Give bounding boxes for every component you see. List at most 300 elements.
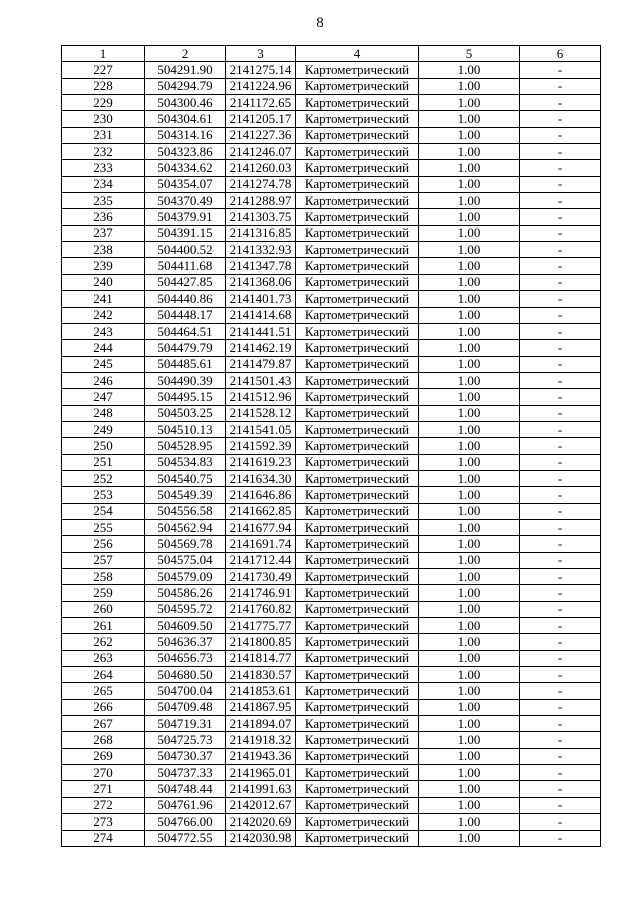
table-cell: 2141512.96 xyxy=(226,389,296,405)
table-cell: 504427.85 xyxy=(145,274,226,290)
table-cell: 1.00 xyxy=(419,209,520,225)
table-cell: 272 xyxy=(62,797,145,813)
column-header: 1 xyxy=(62,46,145,62)
table-row xyxy=(62,225,601,241)
table-row xyxy=(62,585,601,601)
table-row xyxy=(62,209,601,225)
table-cell: 264 xyxy=(62,667,145,683)
table-row xyxy=(62,716,601,732)
table-cell: Картометрический xyxy=(296,487,419,503)
table-cell: Картометрический xyxy=(296,95,419,111)
table-cell: 2142020.69 xyxy=(226,814,296,830)
table-cell: 1.00 xyxy=(419,683,520,699)
table-cell: 1.00 xyxy=(419,781,520,797)
table-cell: - xyxy=(520,356,601,372)
table-cell: 2141224.96 xyxy=(226,78,296,94)
table-cell: 504354.07 xyxy=(145,176,226,192)
table-cell: 261 xyxy=(62,618,145,634)
table-cell: Картометрический xyxy=(296,389,419,405)
table-header xyxy=(62,46,601,62)
table-row xyxy=(62,667,601,683)
table-row xyxy=(62,193,601,209)
table-cell: - xyxy=(520,323,601,339)
column-header: 4 xyxy=(296,46,419,62)
table-cell: Картометрический xyxy=(296,193,419,209)
table-cell: 1.00 xyxy=(419,127,520,143)
table-cell: 274 xyxy=(62,830,145,846)
table-cell: - xyxy=(520,291,601,307)
table-cell: 1.00 xyxy=(419,389,520,405)
table-cell: 1.00 xyxy=(419,765,520,781)
table-cell: 504464.51 xyxy=(145,323,226,339)
table-cell: - xyxy=(520,650,601,666)
table-cell: 249 xyxy=(62,421,145,437)
table-cell: 2141227.36 xyxy=(226,127,296,143)
table-cell: 256 xyxy=(62,536,145,552)
table-cell: 504609.50 xyxy=(145,618,226,634)
table-cell: 504391.15 xyxy=(145,225,226,241)
table-cell: 2141746.91 xyxy=(226,585,296,601)
table-row xyxy=(62,618,601,634)
table-cell: 504725.73 xyxy=(145,732,226,748)
table-row xyxy=(62,536,601,552)
table-cell: Картометрический xyxy=(296,176,419,192)
table-cell: 1.00 xyxy=(419,699,520,715)
table-cell: 2141205.17 xyxy=(226,111,296,127)
table-cell: 243 xyxy=(62,323,145,339)
table-cell: Картометрический xyxy=(296,438,419,454)
table-cell: - xyxy=(520,667,601,683)
table-cell: 273 xyxy=(62,814,145,830)
table-row xyxy=(62,127,601,143)
table-cell: 244 xyxy=(62,340,145,356)
page-number: 8 xyxy=(316,15,324,31)
table-cell: - xyxy=(520,421,601,437)
column-header: 2 xyxy=(145,46,226,62)
table-cell: Картометрический xyxy=(296,618,419,634)
table-row xyxy=(62,683,601,699)
table-cell: 2141991.63 xyxy=(226,781,296,797)
table-cell: 1.00 xyxy=(419,405,520,421)
table-cell: 2142030.98 xyxy=(226,830,296,846)
table-cell: 2141347.78 xyxy=(226,258,296,274)
table-cell: 1.00 xyxy=(419,78,520,94)
table-cell: 2141368.06 xyxy=(226,274,296,290)
table-cell: 2141619.23 xyxy=(226,454,296,470)
table-cell: 1.00 xyxy=(419,601,520,617)
table-cell: 2141918.32 xyxy=(226,732,296,748)
table-cell: 504490.39 xyxy=(145,372,226,388)
table-row xyxy=(62,487,601,503)
table-cell: 2141274.78 xyxy=(226,176,296,192)
table-cell: Картометрический xyxy=(296,830,419,846)
table-cell: 504766.00 xyxy=(145,814,226,830)
table-cell: 504772.55 xyxy=(145,830,226,846)
table-cell: - xyxy=(520,470,601,486)
table-cell: 504314.16 xyxy=(145,127,226,143)
table-cell: 504569.78 xyxy=(145,536,226,552)
table-cell: 504579.09 xyxy=(145,569,226,585)
table-cell: Картометрический xyxy=(296,62,419,78)
table-cell: 234 xyxy=(62,176,145,192)
table-cell: 1.00 xyxy=(419,242,520,258)
table-cell: 2141462.19 xyxy=(226,340,296,356)
table-cell: 229 xyxy=(62,95,145,111)
table-cell: 504334.62 xyxy=(145,160,226,176)
table-cell: 1.00 xyxy=(419,372,520,388)
table-cell: 504586.26 xyxy=(145,585,226,601)
table-cell: 253 xyxy=(62,487,145,503)
table-cell: 239 xyxy=(62,258,145,274)
table-cell: 504700.04 xyxy=(145,683,226,699)
table-cell: 2141275.14 xyxy=(226,62,296,78)
table-row xyxy=(62,160,601,176)
table-cell: Картометрический xyxy=(296,601,419,617)
table-row xyxy=(62,699,601,715)
table-cell: - xyxy=(520,732,601,748)
table-cell: 2141965.01 xyxy=(226,765,296,781)
table-cell: 2141894.07 xyxy=(226,716,296,732)
table-cell: 504595.72 xyxy=(145,601,226,617)
table-cell: Картометрический xyxy=(296,781,419,797)
table-cell: Картометрический xyxy=(296,667,419,683)
table-cell: 1.00 xyxy=(419,225,520,241)
table-cell: 2141691.74 xyxy=(226,536,296,552)
table-cell: Картометрический xyxy=(296,340,419,356)
table-cell: 2141441.51 xyxy=(226,323,296,339)
table-cell: 504709.48 xyxy=(145,699,226,715)
table-cell: 237 xyxy=(62,225,145,241)
table-cell: 251 xyxy=(62,454,145,470)
table-cell: 1.00 xyxy=(419,438,520,454)
table-cell: 1.00 xyxy=(419,814,520,830)
table-cell: - xyxy=(520,765,601,781)
table-cell: 1.00 xyxy=(419,536,520,552)
table-cell: 504300.46 xyxy=(145,95,226,111)
table-row xyxy=(62,242,601,258)
table-cell: Картометрический xyxy=(296,503,419,519)
table-row xyxy=(62,650,601,666)
table-cell: 2141634.30 xyxy=(226,470,296,486)
table-cell: 1.00 xyxy=(419,258,520,274)
table-cell: Картометрический xyxy=(296,356,419,372)
table-cell: Картометрический xyxy=(296,797,419,813)
table-cell: 504323.86 xyxy=(145,144,226,160)
table-cell: - xyxy=(520,503,601,519)
table-cell: - xyxy=(520,405,601,421)
table-cell: - xyxy=(520,340,601,356)
column-header: 5 xyxy=(419,46,520,62)
table-row xyxy=(62,732,601,748)
table-cell: Картометрический xyxy=(296,552,419,568)
table-cell: 1.00 xyxy=(419,176,520,192)
table-cell: 266 xyxy=(62,699,145,715)
table-cell: - xyxy=(520,569,601,585)
table-body xyxy=(62,62,601,847)
table-cell: Картометрический xyxy=(296,765,419,781)
table-cell: - xyxy=(520,552,601,568)
table-cell: 504748.44 xyxy=(145,781,226,797)
table-cell: - xyxy=(520,634,601,650)
table-cell: 270 xyxy=(62,765,145,781)
table-cell: 258 xyxy=(62,569,145,585)
table-cell: 247 xyxy=(62,389,145,405)
table-cell: 504549.39 xyxy=(145,487,226,503)
table-cell: 2141943.36 xyxy=(226,748,296,764)
table-cell: Картометрический xyxy=(296,242,419,258)
table-cell: Картометрический xyxy=(296,470,419,486)
table-cell: Картометрический xyxy=(296,683,419,699)
table-cell: 246 xyxy=(62,372,145,388)
table-cell: 504440.86 xyxy=(145,291,226,307)
table-cell: - xyxy=(520,258,601,274)
table-cell: 2141853.61 xyxy=(226,683,296,699)
table-row xyxy=(62,111,601,127)
table-cell: 1.00 xyxy=(419,291,520,307)
table-cell: 232 xyxy=(62,144,145,160)
table-cell: Картометрический xyxy=(296,127,419,143)
table-cell: - xyxy=(520,176,601,192)
table-cell: Картометрический xyxy=(296,519,419,535)
table-cell: Картометрический xyxy=(296,291,419,307)
table-cell: 242 xyxy=(62,307,145,323)
table-cell: - xyxy=(520,307,601,323)
table-cell: 259 xyxy=(62,585,145,601)
table-cell: 504485.61 xyxy=(145,356,226,372)
table-cell: 2141172.65 xyxy=(226,95,296,111)
table-cell: Картометрический xyxy=(296,372,419,388)
table-cell: 236 xyxy=(62,209,145,225)
table-cell: 233 xyxy=(62,160,145,176)
table-cell: - xyxy=(520,78,601,94)
table-cell: - xyxy=(520,209,601,225)
table-cell: Картометрический xyxy=(296,748,419,764)
table-row xyxy=(62,503,601,519)
table-cell: 2141260.03 xyxy=(226,160,296,176)
table-cell: 1.00 xyxy=(419,454,520,470)
table-cell: 1.00 xyxy=(419,307,520,323)
table-cell: 1.00 xyxy=(419,748,520,764)
table-cell: 1.00 xyxy=(419,716,520,732)
table-cell: 504575.04 xyxy=(145,552,226,568)
table-cell: - xyxy=(520,160,601,176)
table-cell: 265 xyxy=(62,683,145,699)
table-cell: 1.00 xyxy=(419,667,520,683)
table-cell: 263 xyxy=(62,650,145,666)
table-cell: - xyxy=(520,242,601,258)
table-cell: - xyxy=(520,193,601,209)
table-cell: 2141662.85 xyxy=(226,503,296,519)
column-header: 3 xyxy=(226,46,296,62)
table-cell: 1.00 xyxy=(419,111,520,127)
table-cell: 1.00 xyxy=(419,585,520,601)
table-cell: Картометрический xyxy=(296,454,419,470)
table-cell: 2141814.77 xyxy=(226,650,296,666)
table-cell: 504656.73 xyxy=(145,650,226,666)
table-cell: 2141712.44 xyxy=(226,552,296,568)
table-cell: 1.00 xyxy=(419,797,520,813)
table-cell: 504294.79 xyxy=(145,78,226,94)
table-cell: 504737.33 xyxy=(145,765,226,781)
table-cell: 1.00 xyxy=(419,830,520,846)
table-cell: 260 xyxy=(62,601,145,617)
table-cell: - xyxy=(520,601,601,617)
table-cell: 504510.13 xyxy=(145,421,226,437)
table-cell: - xyxy=(520,487,601,503)
table-cell: 271 xyxy=(62,781,145,797)
table-cell: 1.00 xyxy=(419,62,520,78)
coordinates-table xyxy=(61,45,601,847)
table-cell: - xyxy=(520,519,601,535)
table-cell: 504495.15 xyxy=(145,389,226,405)
table-cell: 504370.49 xyxy=(145,193,226,209)
table-cell: 2142012.67 xyxy=(226,797,296,813)
table-cell: Картометрический xyxy=(296,716,419,732)
table-cell: 504534.83 xyxy=(145,454,226,470)
table-cell: 504528.95 xyxy=(145,438,226,454)
table-cell: 2141479.87 xyxy=(226,356,296,372)
table-cell: 245 xyxy=(62,356,145,372)
table-row xyxy=(62,519,601,535)
table-cell: 255 xyxy=(62,519,145,535)
table-row xyxy=(62,62,601,78)
table-cell: 231 xyxy=(62,127,145,143)
table-cell: - xyxy=(520,814,601,830)
table-cell: 504304.61 xyxy=(145,111,226,127)
table-cell: 1.00 xyxy=(419,503,520,519)
table-cell: Картометрический xyxy=(296,209,419,225)
table-cell: 2141288.97 xyxy=(226,193,296,209)
table-cell: 2141316.85 xyxy=(226,225,296,241)
table-cell: 504730.37 xyxy=(145,748,226,764)
table-cell: Картометрический xyxy=(296,144,419,160)
table-row xyxy=(62,781,601,797)
table-cell: 2141414.68 xyxy=(226,307,296,323)
table-cell: - xyxy=(520,618,601,634)
table-cell: - xyxy=(520,225,601,241)
header-row xyxy=(62,46,601,62)
table-row xyxy=(62,748,601,764)
table-cell: 240 xyxy=(62,274,145,290)
table-row xyxy=(62,470,601,486)
table-cell: Картометрический xyxy=(296,634,419,650)
table-cell: Картометрический xyxy=(296,78,419,94)
table-cell: - xyxy=(520,454,601,470)
table-cell: Картометрический xyxy=(296,699,419,715)
table-cell: - xyxy=(520,748,601,764)
table-row xyxy=(62,95,601,111)
table-cell: Картометрический xyxy=(296,814,419,830)
table-cell: 252 xyxy=(62,470,145,486)
table-row xyxy=(62,356,601,372)
table-cell: 1.00 xyxy=(419,193,520,209)
table-cell: 1.00 xyxy=(419,340,520,356)
table-cell: Картометрический xyxy=(296,650,419,666)
table-cell: 2141541.05 xyxy=(226,421,296,437)
table-cell: 2141501.43 xyxy=(226,372,296,388)
table-cell: 504680.50 xyxy=(145,667,226,683)
table-cell: 504291.90 xyxy=(145,62,226,78)
table-cell: 2141246.07 xyxy=(226,144,296,160)
table-cell: 1.00 xyxy=(419,421,520,437)
table-cell: 504761.96 xyxy=(145,797,226,813)
table-cell: Картометрический xyxy=(296,421,419,437)
table-row xyxy=(62,552,601,568)
table-cell: 504479.79 xyxy=(145,340,226,356)
table-cell: Картометрический xyxy=(296,405,419,421)
table-cell: 248 xyxy=(62,405,145,421)
table-cell: 1.00 xyxy=(419,487,520,503)
table-row xyxy=(62,176,601,192)
table-cell: 262 xyxy=(62,634,145,650)
table-cell: Картометрический xyxy=(296,274,419,290)
table-cell: 250 xyxy=(62,438,145,454)
table-row xyxy=(62,372,601,388)
table-cell: 1.00 xyxy=(419,356,520,372)
table-row xyxy=(62,78,601,94)
table-row xyxy=(62,765,601,781)
table-cell: - xyxy=(520,781,601,797)
table-cell: 2141646.86 xyxy=(226,487,296,503)
table-row xyxy=(62,438,601,454)
table-cell: - xyxy=(520,585,601,601)
table-cell: 1.00 xyxy=(419,569,520,585)
table-cell: 268 xyxy=(62,732,145,748)
table-cell: 230 xyxy=(62,111,145,127)
table-cell: 2141760.82 xyxy=(226,601,296,617)
table-row xyxy=(62,830,601,846)
table-cell: 1.00 xyxy=(419,274,520,290)
table-cell: - xyxy=(520,127,601,143)
table-cell: - xyxy=(520,438,601,454)
table-cell: Картометрический xyxy=(296,160,419,176)
table-cell: 2141528.12 xyxy=(226,405,296,421)
table-cell: 1.00 xyxy=(419,634,520,650)
table-cell: 2141830.57 xyxy=(226,667,296,683)
table-cell: 504556.58 xyxy=(145,503,226,519)
table-cell: Картометрический xyxy=(296,536,419,552)
table-row xyxy=(62,340,601,356)
table-cell: 504719.31 xyxy=(145,716,226,732)
table-cell: 504636.37 xyxy=(145,634,226,650)
table-row xyxy=(62,389,601,405)
table-row xyxy=(62,569,601,585)
table-cell: 1.00 xyxy=(419,323,520,339)
table-row xyxy=(62,323,601,339)
table-cell: 238 xyxy=(62,242,145,258)
table-cell: Картометрический xyxy=(296,258,419,274)
table-cell: Картометрический xyxy=(296,323,419,339)
table-cell: - xyxy=(520,699,601,715)
table-cell: 2141867.95 xyxy=(226,699,296,715)
table-cell: 228 xyxy=(62,78,145,94)
table-cell: 1.00 xyxy=(419,144,520,160)
table-row xyxy=(62,274,601,290)
table-cell: 2141800.85 xyxy=(226,634,296,650)
table-cell: 267 xyxy=(62,716,145,732)
table-cell: 1.00 xyxy=(419,519,520,535)
table-cell: - xyxy=(520,144,601,160)
table-cell: Картометрический xyxy=(296,307,419,323)
table-cell: 257 xyxy=(62,552,145,568)
table-cell: - xyxy=(520,389,601,405)
table-cell: Картометрический xyxy=(296,111,419,127)
table-cell: 2141677.94 xyxy=(226,519,296,535)
table-cell: 269 xyxy=(62,748,145,764)
table-cell: 504562.94 xyxy=(145,519,226,535)
table-cell: 504448.17 xyxy=(145,307,226,323)
table-cell: - xyxy=(520,372,601,388)
